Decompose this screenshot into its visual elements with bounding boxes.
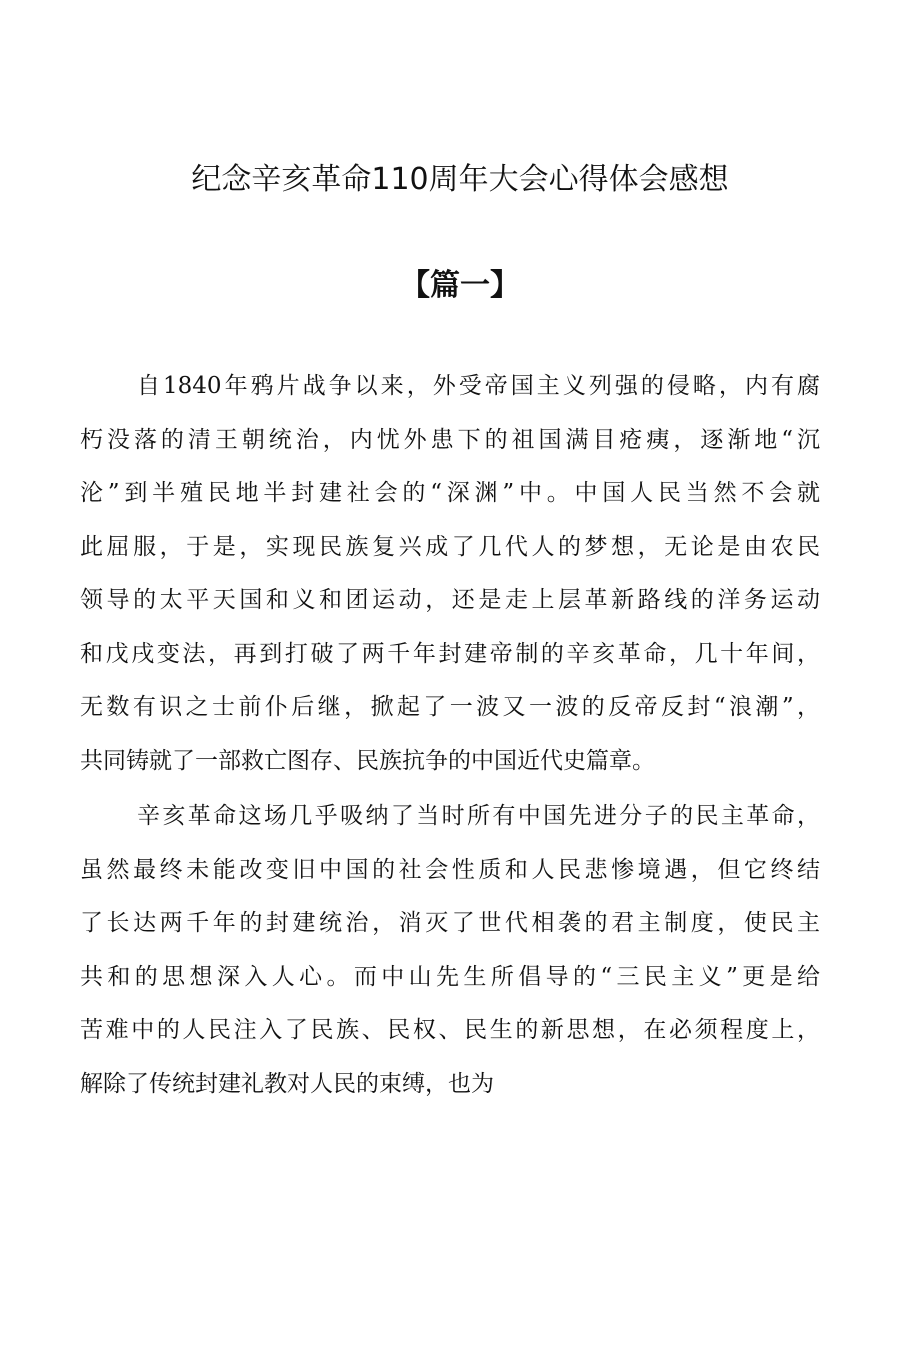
paragraph-line: 共同铸就了一部救亡图存、民族抗争的中国近代史篇章。 [80,747,655,774]
paragraph-line: 苦难中的人民注入了民族、民权、民生的新思想，在必须程度上， [80,1017,820,1043]
paragraph-line: 自1840年鸦片战争以来，外受帝国主义列强的侵略，内有腐 [137,373,820,399]
paragraph-line: 和戊戌变法，再到打破了两千年封建帝制的辛亥革命，几十年间， [80,640,820,667]
paragraph-line: 了长达两千年的封建统治，消灭了世代相袭的君主制度，使民主 [80,910,820,936]
paragraph-line: 虽然最终未能改变旧中国的社会性质和人民悲惨境遇，但它终结 [80,856,820,883]
paragraph-line: 朽没落的清王朝统治，内忧外患下的祖国满目疮痍，逐渐地“沉 [80,426,820,453]
paragraph-line: 辛亥革命这场几乎吸纳了当时所有中国先进分子的民主革命， [137,803,820,829]
paragraph-line: 共和的思想深入人心。而中山先生所倡导的“三民主义”更是给 [80,963,820,990]
paragraph-line: 无数有识之士前仆后继，掀起了一波又一波的反帝反封“浪潮”， [80,694,820,720]
paragraph-line: 沦”到半殖民地半封建社会的“深渊”中。中国人民当然不会就 [80,480,820,506]
document-title: 纪念辛亥革命110周年大会心得体会感想 [191,162,729,197]
paragraph-line: 领导的太平天国和义和团运动，还是走上层革新路线的洋务运动 [80,587,820,613]
section-heading: 【篇一】 [400,268,520,303]
paragraph-2 [80,790,820,1111]
paragraph-line: 此屈服，于是，实现民族复兴成了几代人的梦想，无论是由农民 [80,533,820,560]
paragraph-line: 解除了传统封建礼教对人民的束缚，也为 [80,1070,494,1097]
paragraph-1 [80,360,820,788]
